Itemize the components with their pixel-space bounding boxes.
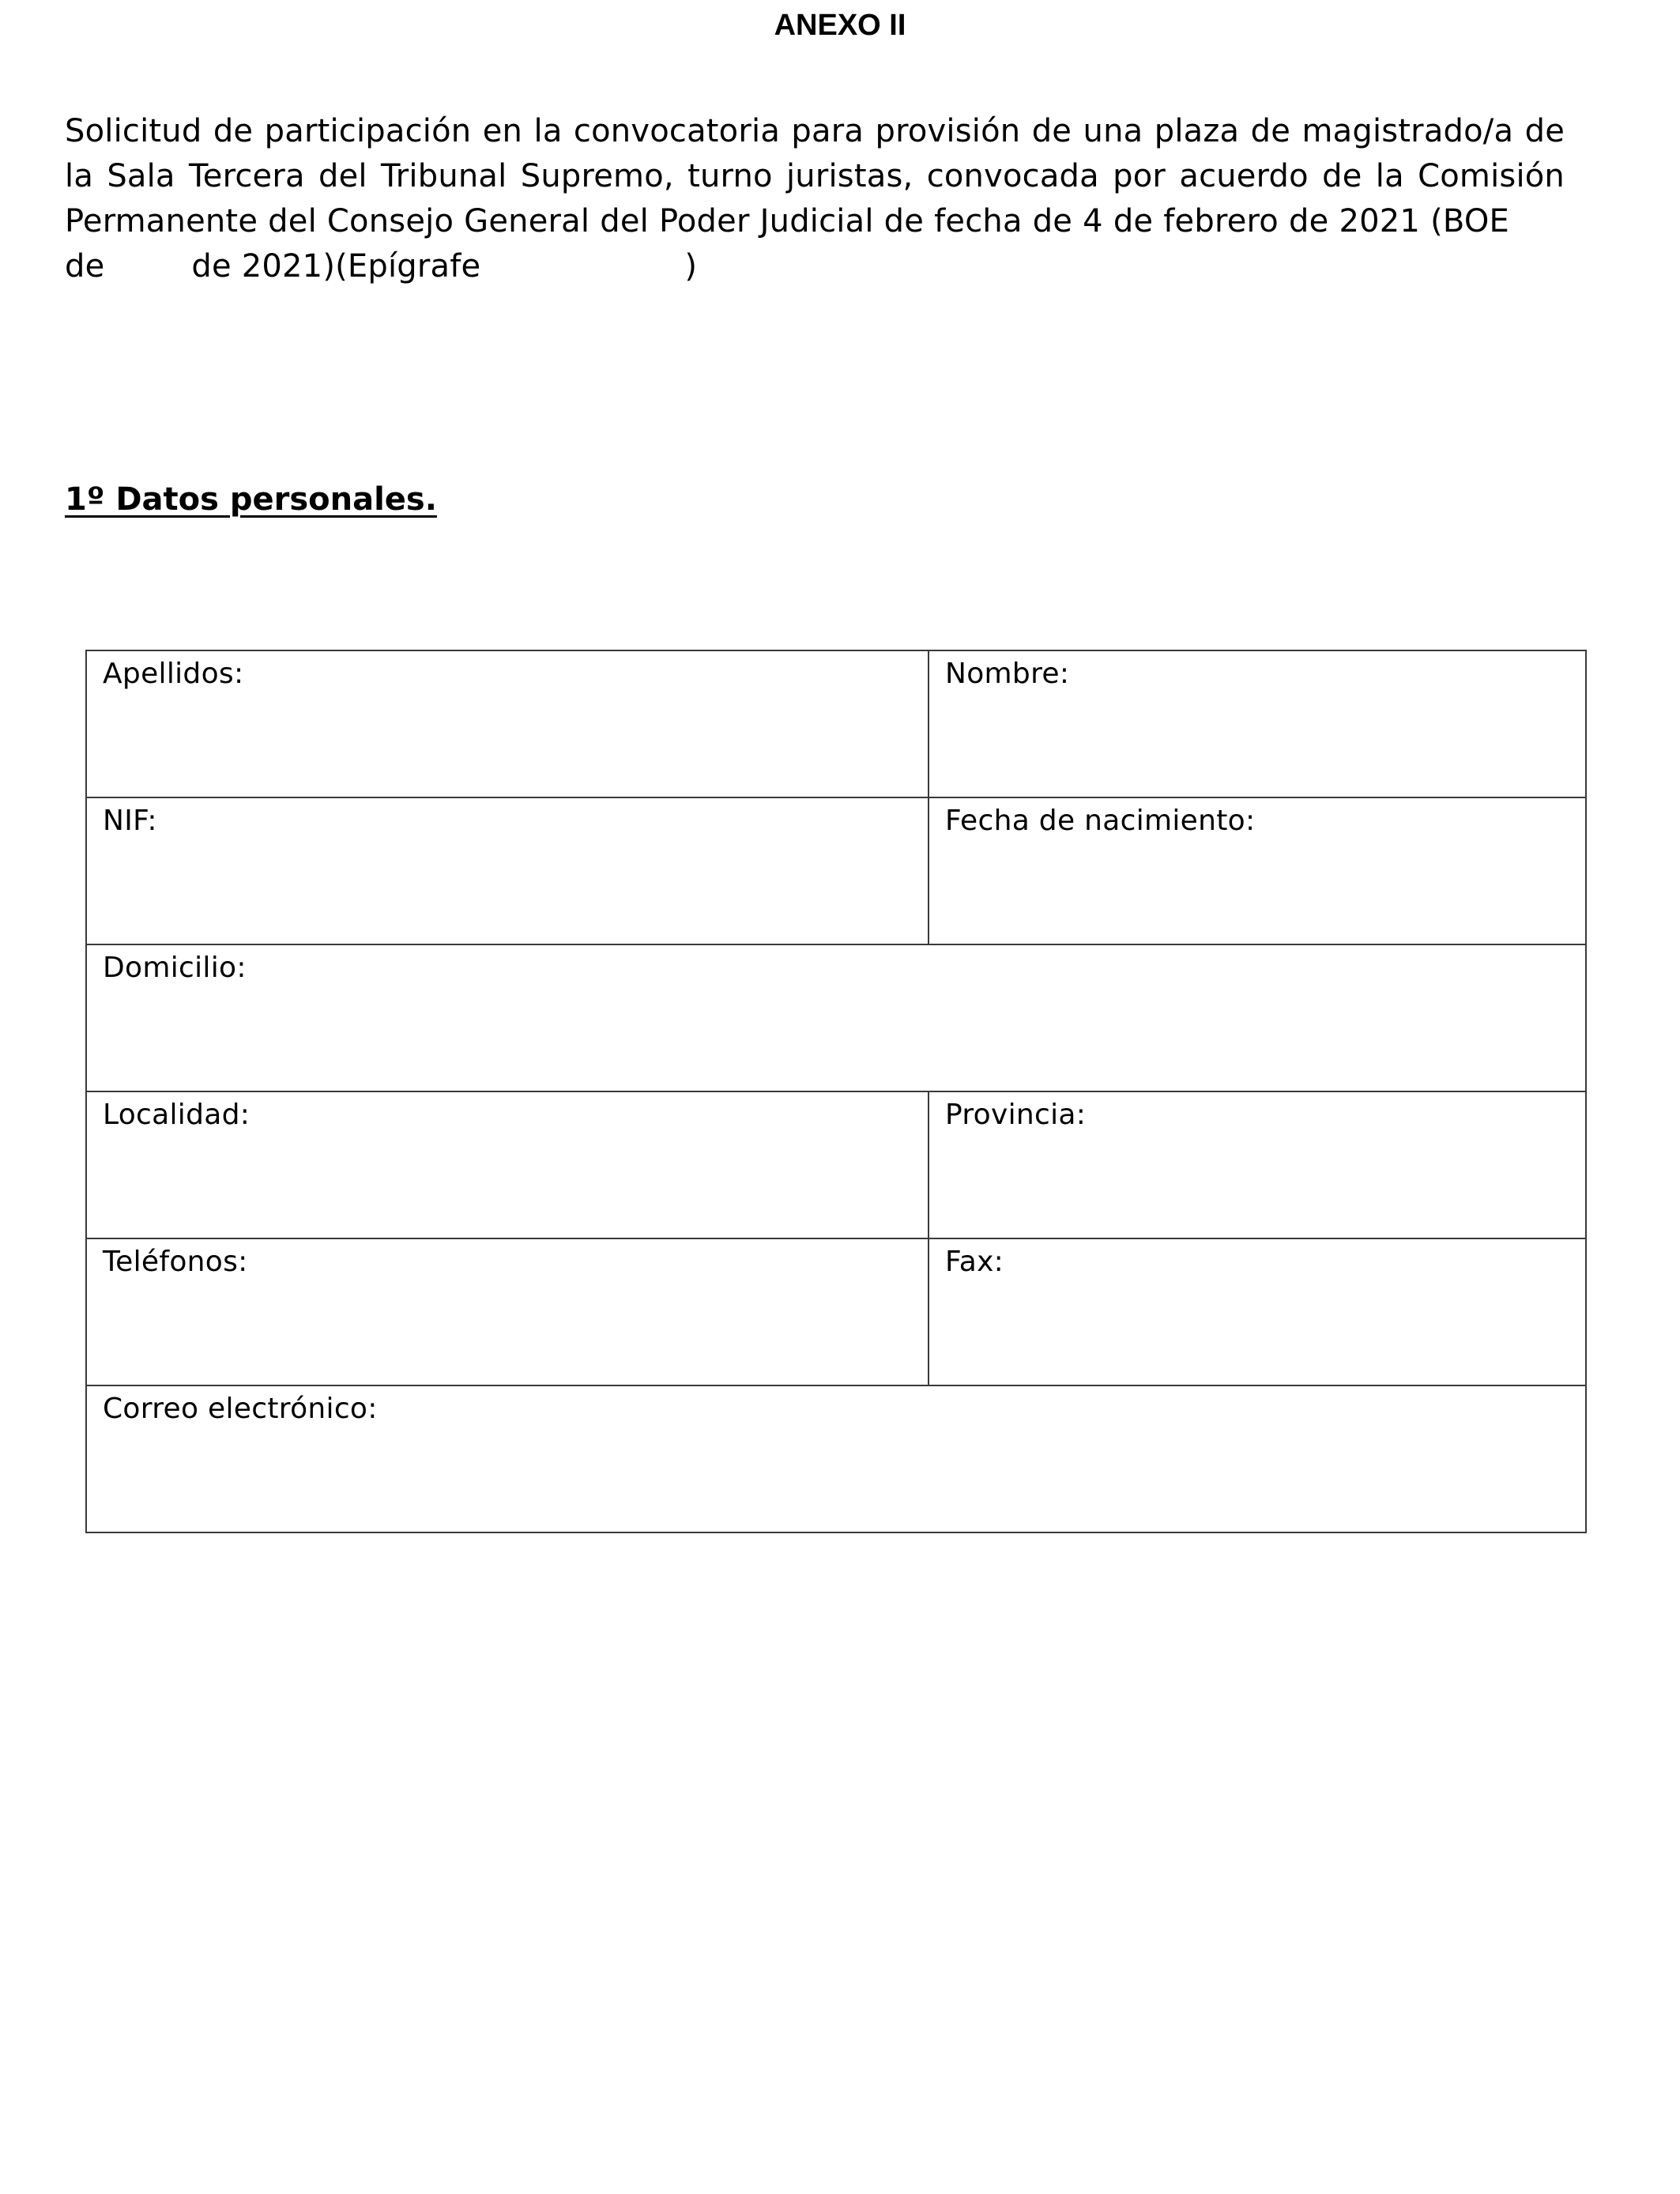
- telefonos-label: Teléfonos:: [103, 1246, 248, 1278]
- fax-field[interactable]: [929, 1238, 1586, 1385]
- apellidos-label: Apellidos:: [103, 658, 244, 690]
- application-intro-paragraph: [65, 109, 1565, 289]
- provincia-field[interactable]: [929, 1091, 1586, 1238]
- domicilio-field[interactable]: [86, 944, 1586, 1091]
- fecha-nacimiento-label: Fecha de nacimiento:: [945, 805, 1256, 837]
- telefonos-field[interactable]: [86, 1238, 929, 1385]
- intro-text: Solicitud de participación en la convocatoria para provisión de una plaza de magistrado/a de la Sala Tercera del Tribunal Supremo, turno juristas, convocada por acuerdo de la Comisión Permanente del Consejo General del Poder Judicial de fecha de 4 de febrero de 2021 (BOE: [65, 113, 1565, 239]
- localidad-label: Localidad:: [103, 1099, 250, 1131]
- table-row: [86, 1238, 1586, 1385]
- table-row: [86, 1385, 1586, 1532]
- localidad-field[interactable]: [86, 1091, 929, 1238]
- fax-label: Fax:: [945, 1246, 1004, 1278]
- section-title-personal-data: 1º Datos personales.: [65, 481, 437, 518]
- table-row: [86, 797, 1586, 944]
- table-row: [86, 1091, 1586, 1238]
- intro-closing-paren: ): [684, 248, 698, 285]
- provincia-label: Provincia:: [945, 1099, 1087, 1131]
- correo-electronico-label: Correo electrónico:: [103, 1393, 378, 1425]
- apellidos-field[interactable]: [86, 650, 929, 797]
- table-row: [86, 944, 1586, 1091]
- fecha-nacimiento-field[interactable]: [929, 797, 1586, 944]
- nif-label: NIF:: [103, 805, 157, 837]
- intro-de-2021-epigrafe: de 2021)(Epígrafe: [191, 248, 481, 285]
- nombre-label: Nombre:: [945, 658, 1070, 690]
- document-title: ANEXO II: [774, 9, 906, 42]
- nif-field[interactable]: [86, 797, 929, 944]
- table-row: [86, 650, 1586, 797]
- personal-data-table: [85, 650, 1587, 1533]
- domicilio-label: Domicilio:: [103, 952, 247, 984]
- intro-de-1: de: [65, 248, 105, 285]
- nombre-field[interactable]: [929, 650, 1586, 797]
- correo-electronico-field[interactable]: [86, 1385, 1586, 1532]
